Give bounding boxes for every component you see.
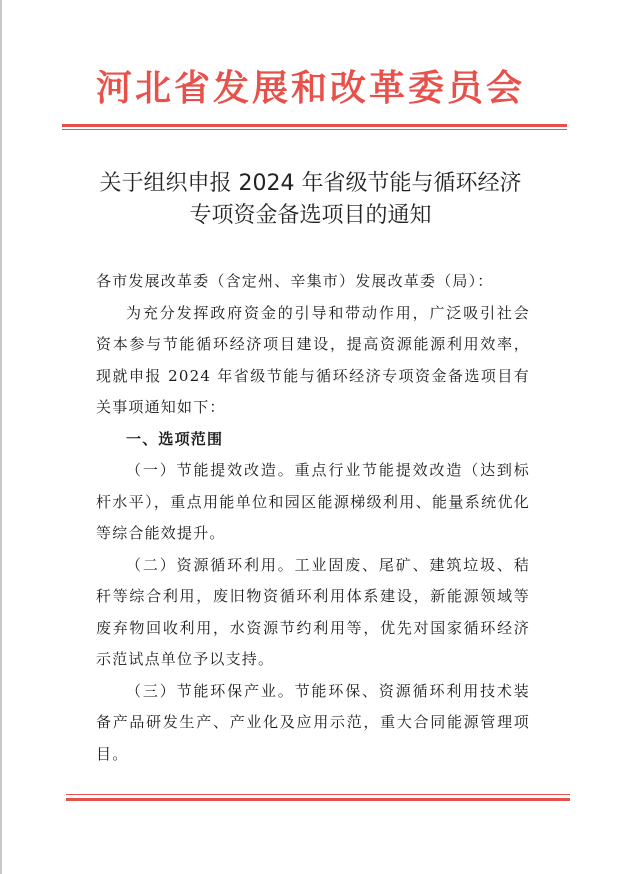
item1-text: 重点行业节能提效改造（达到标杆水平），重点用能单位和园区能源梯级利用、能量系统优化等综合能效提升。 bbox=[96, 461, 530, 542]
document-title-line2: 专项资金备选项目的通知 bbox=[189, 203, 432, 228]
section1-heading: 一、选项范围 bbox=[126, 429, 224, 448]
document-title bbox=[0, 168, 621, 232]
red-rule-top-thin bbox=[62, 129, 567, 130]
red-rule-bottom-thick bbox=[66, 798, 570, 801]
letterhead-title: 河北省发展和改革委员会 bbox=[95, 67, 525, 109]
item3-label: （三）节能环保产业。 bbox=[126, 681, 295, 700]
document-body bbox=[96, 266, 530, 770]
item2-paragraph bbox=[96, 550, 530, 676]
red-rule-bottom-thin bbox=[66, 794, 570, 795]
page-edge bbox=[0, 0, 2, 874]
item1-paragraph bbox=[96, 455, 530, 550]
document-title-line1: 关于组织申报 2024 年省级节能与循环经济 bbox=[99, 171, 522, 196]
recipient-line: 各市发展改革委（含定州、辛集市）发展改革委（局）： bbox=[96, 272, 494, 290]
item3-paragraph bbox=[96, 676, 530, 771]
item2-text: 工业固废、尾矿、建筑垃圾、秸秆等综合利用，废旧物资循环利用体系建设，新能源领域等废弃物回收利用，水资源节约利用等，优先对国家循环经济示范试点单位予以支持。 bbox=[96, 555, 530, 668]
red-rule-top-thick bbox=[62, 124, 567, 127]
item3-text: 节能环保、资源循环利用技术装备产品研发生产、产业化及应用示范，重大合同能源管理项目。 bbox=[96, 681, 530, 763]
item1-label: （一）节能提效改造。 bbox=[126, 461, 295, 479]
intro-paragraph: 为充分发挥政府资金的引导和带动作用，广泛吸引社会资本参与节能循环经济项目建设，提高资源能源利用效率，现就申报 2024 年省级节能与循环经济专项资金备选项目有关事项通知如下： bbox=[96, 303, 530, 416]
item2-label: （二）资源循环利用。 bbox=[126, 555, 295, 574]
